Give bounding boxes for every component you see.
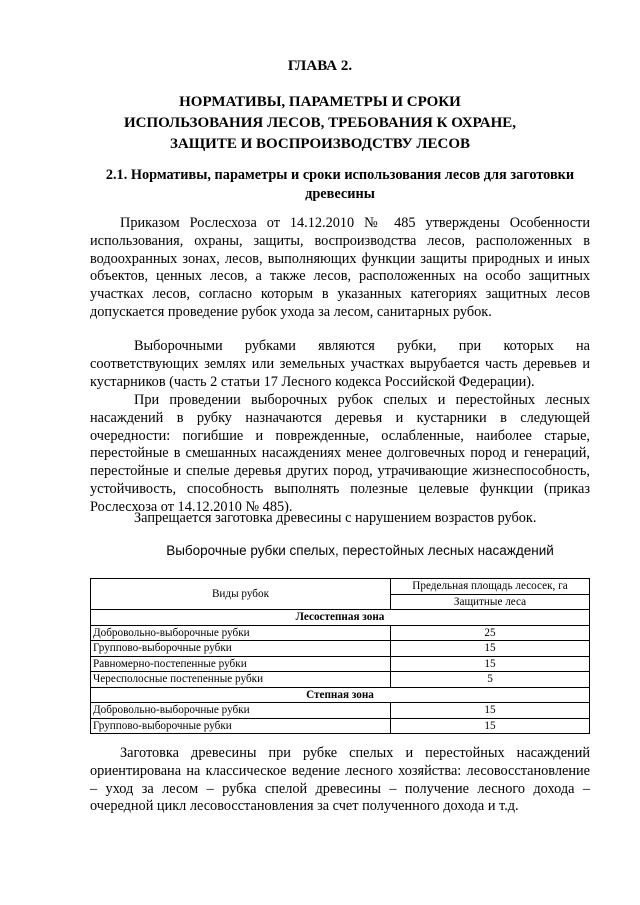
area-value: 15 — [391, 641, 590, 657]
zone-label: Степная зона — [91, 687, 590, 703]
cutting-type: Группово-выборочные рубки — [91, 718, 391, 734]
paragraph-text: Выборочными рубками являются рубки, при которых на соответствующих землях или земельных участках вырубается часть деревьев и кустарников (часть 2 статьи 17 Лесного кодекса Российской Федерации). — [90, 338, 590, 390]
area-value: 25 — [391, 625, 590, 641]
area-value: 15 — [391, 703, 590, 719]
table-row — [91, 672, 590, 688]
cutting-type: Чересполосные постепенные рубки — [91, 672, 391, 688]
paragraph-3 — [90, 392, 590, 517]
table-row — [91, 625, 590, 641]
cutting-type: Добровольно-выборочные рубки — [91, 703, 391, 719]
table-zone-row — [91, 687, 590, 703]
section-title: 2.1. Нормативы, параметры и сроки использования лесов для заготовки древесины — [105, 167, 575, 202]
chapter-heading-line: ИСПОЛЬЗОВАНИЯ ЛЕСОВ, ТРЕБОВАНИЯ К ОХРАНЕ, — [123, 115, 517, 131]
zone-label: Лесостепная зона — [91, 610, 590, 626]
paragraph-text: При проведении выборочных рубок спелых и перестойных лесных насаждений в рубку назначаются деревья и кустарники в следующей очередности: погибшие и поврежденные, ослабленные, наиболее старые, перестойные в смешанных насаждениях менее долговечных пород и генераций, перестойные и спелые деревья других пород, утрачивающие жизнеспособность, устойчивость, способность выполнять полезные целевые функции (приказ Рослесхоза от 14.12.2010 № 485). — [90, 392, 590, 515]
cutting-type: Равномерно-постепенные рубки — [91, 656, 391, 672]
paragraph-text: Заготовка древесины при рубке спелых и перестойных насаждений ориентирована на классическое ведение лесного хозяйства: лесовосстановление – уход за лесом – рубка спелой древесины – получение лесного дохода – очередной цикл лесовосстановления за счет полученного дохода и т.д. — [90, 745, 590, 815]
chapter-heading — [0, 92, 640, 155]
chapter-heading-line: НОРМАТИВЫ, ПАРАМЕТРЫ И СРОКИ — [179, 94, 461, 110]
table-row — [91, 656, 590, 672]
paragraph-text: Приказом Рослесхоза от 14.12.2010 № 485 утверждены Особенности использования, охраны, защиты, воспроизводства лесов, расположенных в водоохранных зонах, лесов, выполняющих функции защиты природных и иных объектов, ценных лесов, а также лесов, расположенных на особо защитных участках лесов, согласно которым в указанных категориях защитных лесов допускается проведение рубок ухода за лесом, санитарных рубок. — [90, 215, 590, 320]
table-header-row — [91, 579, 590, 595]
cutting-type: Добровольно-выборочные рубки — [91, 625, 391, 641]
table-row — [91, 641, 590, 657]
cutting-type: Группово-выборочные рубки — [91, 641, 391, 657]
table-zone-row — [91, 610, 590, 626]
paragraph-text: Запрещается заготовка древесины с нарушением возрастов рубок. — [134, 510, 537, 526]
paragraph-1 — [90, 215, 590, 322]
paragraph-final — [90, 745, 590, 816]
area-value: 15 — [391, 718, 590, 734]
area-value: 15 — [391, 656, 590, 672]
table-row — [91, 703, 590, 719]
table-col2-header: Предельная площадь лесосек, га — [391, 579, 590, 595]
table-col2-subheader: Защитные леса — [391, 594, 590, 610]
paragraph-2 — [90, 338, 590, 391]
table-caption: Выборочные рубки спелых, перестойных лесных насаждений — [166, 543, 554, 558]
paragraph-4 — [90, 510, 590, 528]
table-row — [91, 718, 590, 734]
chapter-title: ГЛАВА 2. — [287, 58, 353, 74]
area-value: 5 — [391, 672, 590, 688]
chapter-heading-line: ЗАЩИТЕ И ВОСПРОИЗВОДСТВУ ЛЕСОВ — [169, 136, 471, 152]
table-col1-header: Виды рубок — [91, 579, 391, 610]
cutting-table — [90, 578, 590, 734]
